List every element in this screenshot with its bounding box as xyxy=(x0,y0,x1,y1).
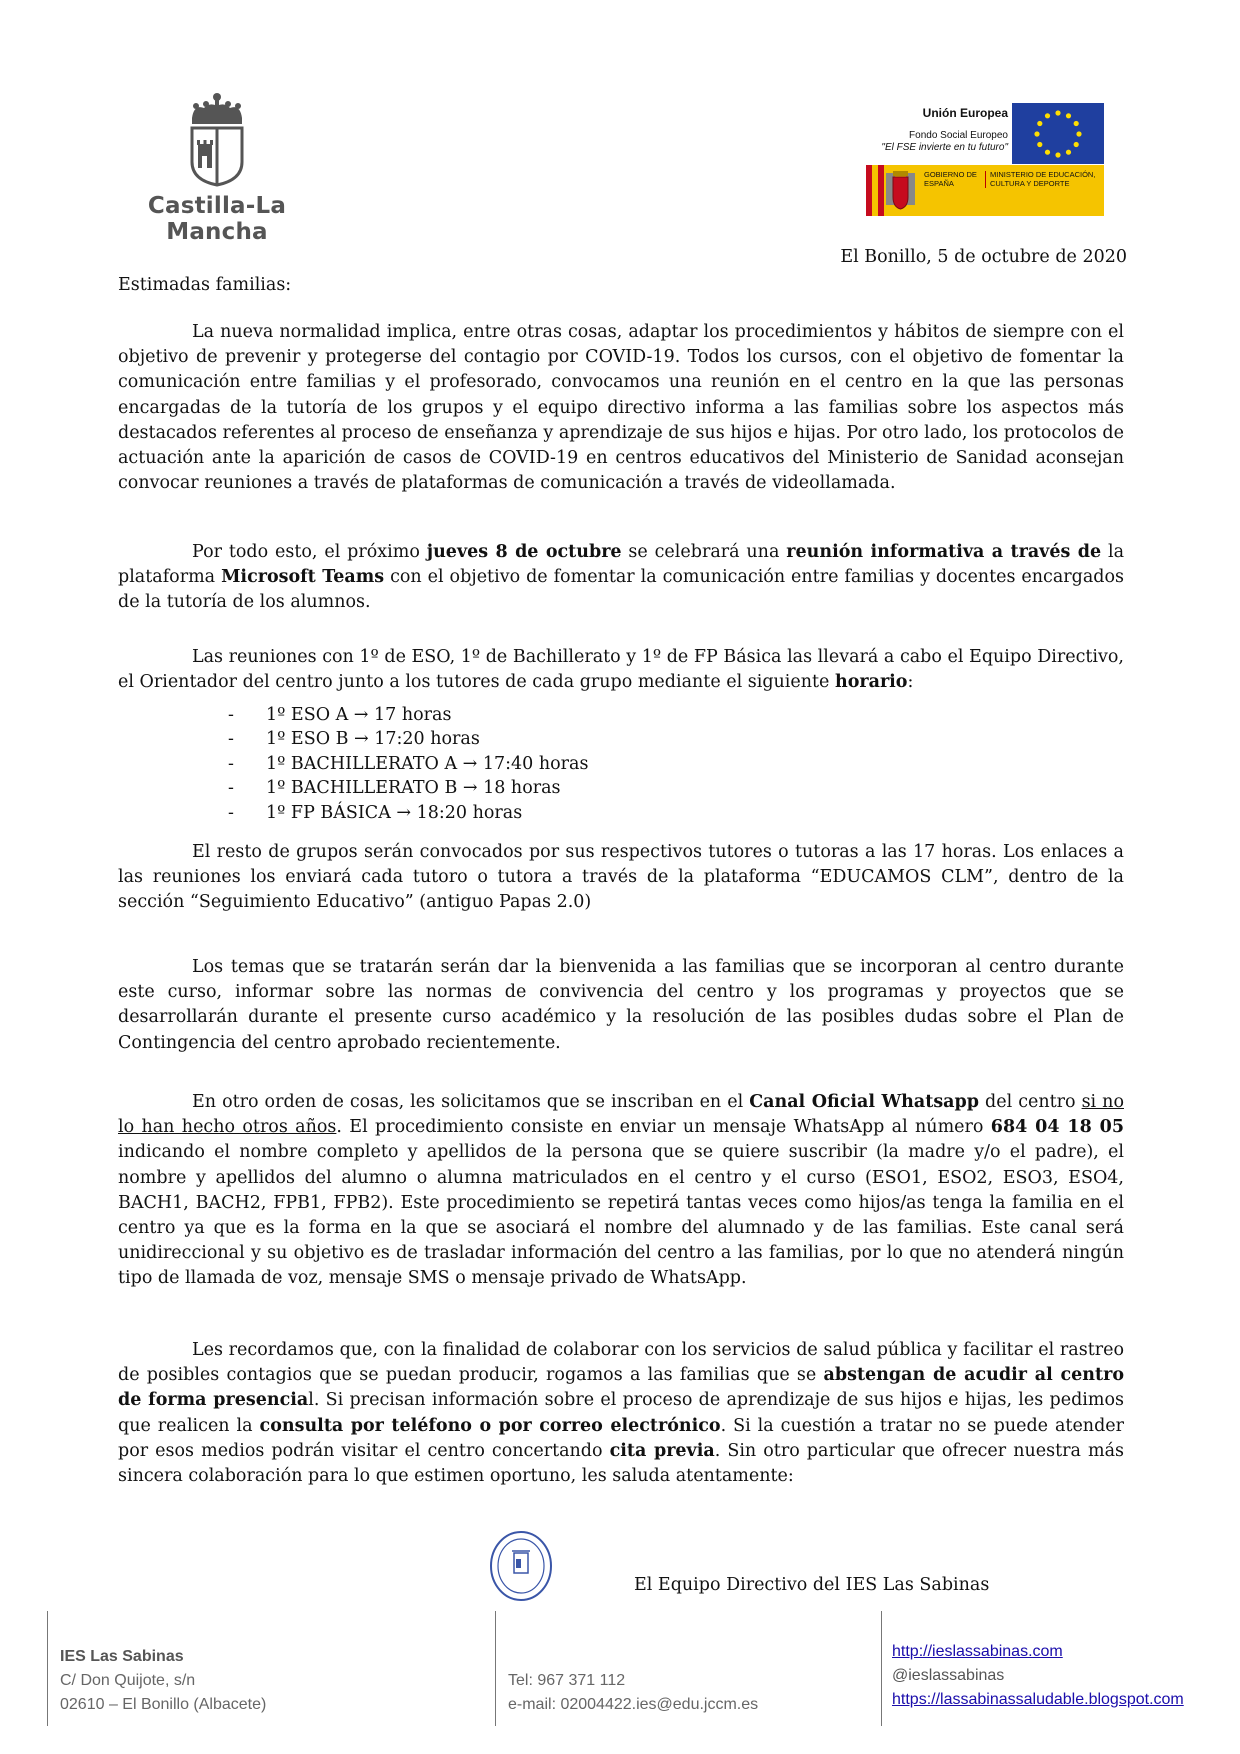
gobierno-espana-label: GOBIERNO DE ESPAÑA xyxy=(924,171,986,188)
paragraph-intro: La nueva normalidad implica, entre otras cosas, adaptar los procedimientos y hábitos de siempre con el objetivo de prevenir y protegerse del contagio por COVID-19. Todos los cursos, con el objetivo de fomentar la comunicación entre familias y el profesorado, convocamos una reunión en el centro en la que las personas encargadas de la tutoría de los grupos y el equipo directivo informa a las familias sobre los aspectos más destacados referentes al proceso de enseñanza y aprendizaje de sus hijos e hijas. Por otro lado, los protocolos de actuación ante la aparición de casos de COVID-19 en centros educativos del Ministerio de Sanidad aconsejan convocar reuniones a través de plataformas de comunicación a través de videollamada. xyxy=(118,322,1124,494)
paragraph-whatsapp: En otro orden de cosas, les solicitamos que se inscriban en el Canal Oficial Whatsapp del centro si no lo han hecho otros años. El procedimiento consiste en enviar un mensaje WhatsApp al número 684 04 18 05 indicando el nombre completo y apellidos de la persona que se quiere suscribir (la madre y/o el padre), el nombre y apellidos del alumno o alumna matriculados en el centro y el curso (ESO1, ESO2, ESO3, ESO4, BACH1, BACH2, FPB1, FPB2). Este procedimiento se repetirá tantas veces como hijos/as tenga la familia en el centro ya que es la forma en la que se asociará el nombre del alumnado y de las familias. Este canal será unidireccional y su objetivo es de trasladar información del centro a las familias, por lo que no atenderá ningún tipo de llamada de voz, mensaje SMS o mensaje privado de WhatsApp. xyxy=(118,1092,1124,1289)
paragraph-topics: Los temas que se tratarán serán dar la bienvenida a las familias que se incorporan al centro durante este curso, informar sobre las normas de convivencia del centro y los programas y proyectos que se desarrollarán durante el presente curso académico y la resolución de las posibles dudas sobre el Plan de Contingencia del centro aprobado recientemente. xyxy=(118,957,1124,1053)
castilla-la-mancha-logo xyxy=(112,92,322,245)
paragraph-other-groups: El resto de grupos serán convocados por sus respectivos tutores o tutoras a las 17 horas. Los enlaces a las reuniones los enviará cada tutoro o tutora a través de la plataforma “EDUCAMOS CLM”, dentro de la sección “Seguimiento Educativo” (antiguo Papas 2.0) xyxy=(118,842,1124,913)
footer-divider xyxy=(495,1611,496,1726)
whatsapp-number: 684 04 18 05 xyxy=(990,1117,1124,1138)
footer-city: 02610 – El Bonillo (Albacete) xyxy=(60,1696,267,1713)
eu-fund-label: Fondo Social Europeo xyxy=(909,130,1008,141)
blog-link[interactable]: https://lassabinassaludable.blogspot.com xyxy=(892,1691,1184,1708)
paragraph-schedule-intro: Las reuniones con 1º de ESO, 1º de Bachillerato y 1º de FP Básica las llevará a cabo el Equipo Directivo, el Orientador del centro junto a los tutores de cada grupo mediante el siguiente horario: xyxy=(118,647,1124,693)
signature-line: El Equipo Directivo del IES Las Sabinas xyxy=(634,1575,990,1595)
footer-contact xyxy=(508,1669,758,1717)
footer-divider xyxy=(47,1611,48,1726)
letter-greeting: Estimadas familias: xyxy=(118,275,292,295)
castle-crown-icon xyxy=(182,92,252,187)
footer-divider xyxy=(881,1611,882,1726)
list-item: - 1º FP BÁSICA → 18:20 horas xyxy=(228,802,523,823)
spain-coat-of-arms-icon xyxy=(866,165,918,216)
social-handle: @ieslassabinas xyxy=(892,1667,1005,1684)
footer-school-name: IES Las Sabinas xyxy=(60,1648,184,1665)
castilla-la-mancha-wordmark: Castilla-La Mancha xyxy=(147,193,287,245)
list-item: - 1º ESO B → 17:20 horas xyxy=(228,729,480,750)
eu-union-label: Unión Europea xyxy=(922,106,1008,120)
school-seal-icon xyxy=(484,1529,558,1603)
footer-phone: Tel: 967 371 112 xyxy=(508,1672,626,1689)
paragraph-meeting: Por todo esto, el próximo jueves 8 de octubre se celebrará una reunión informativa a través de la plataforma Microsoft Teams con el objetivo de fomentar la comunicación entre familias y docentes encargados de la tutoría de los alumnos. xyxy=(118,542,1125,613)
list-item: - 1º BACHILLERATO B → 18 horas xyxy=(228,778,561,799)
paragraph-reminder: Les recordamos que, con la finalidad de colaborar con los servicios de salud pública y facilitar el rastreo de posibles contagios que se puedan producir, rogamos a las familias que se abstengan de acudir al centro de forma presencial. Si precisan información sobre el proceso de aprendizaje de sus hijos e hijas, les pedimos que realicen la consulta por teléfono o por correo electrónico. Si la cuestión a tratar no se puede atender por esos medios podrán visitar el centro concertando cita previa. Sin otro particular que ofrecer nuestra más sincera colaboración para lo que estimen oportuno, les saluda atentamente: xyxy=(118,1340,1124,1487)
meeting-schedule-list xyxy=(118,703,918,825)
website-link[interactable]: http://ieslassabinas.com xyxy=(892,1643,1063,1660)
footer-email: e-mail: 02004422.ies@edu.jccm.es xyxy=(508,1696,759,1713)
ministry-label: MINISTERIO DE EDUCACIÓN, CULTURA Y DEPORTE xyxy=(990,170,1096,188)
eu-motto-label: "El FSE invierte en tu futuro" xyxy=(881,142,1008,153)
footer-address xyxy=(60,1645,266,1717)
footer-street: C/ Don Quijote, s/n xyxy=(60,1672,196,1689)
footer-links xyxy=(892,1640,1184,1712)
platform-name: Microsoft Teams xyxy=(221,567,385,588)
letter-date: El Bonillo, 5 de octubre de 2020 xyxy=(840,247,1127,267)
meeting-date: jueves 8 de octubre xyxy=(426,542,622,562)
list-item: - 1º ESO A → 17 horas xyxy=(228,705,452,725)
list-item: - 1º BACHILLERATO A → 17:40 horas xyxy=(228,753,589,774)
eu-flag-icon xyxy=(1012,103,1104,164)
eu-fse-logo xyxy=(858,103,1104,216)
